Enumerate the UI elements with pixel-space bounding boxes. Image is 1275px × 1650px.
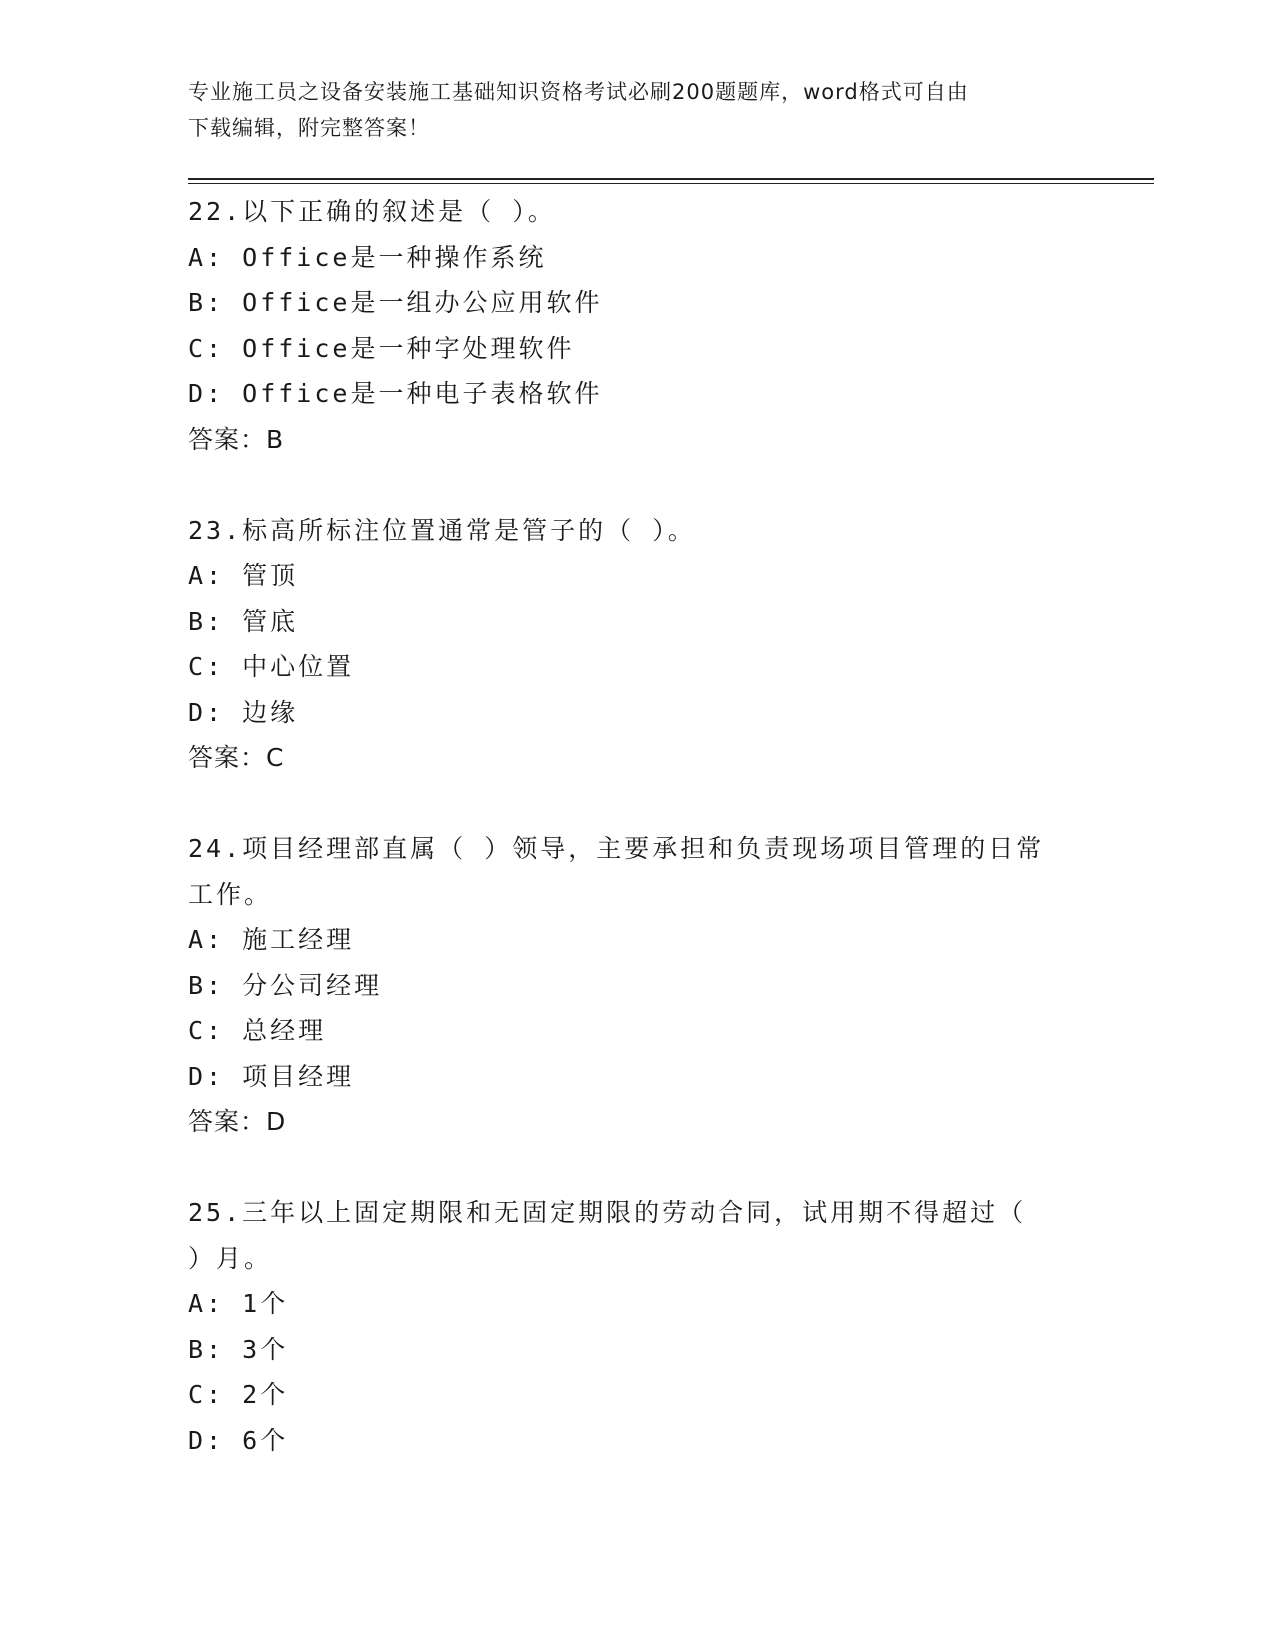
question-list: [188, 189, 1068, 1463]
option-b: B: 管底: [188, 606, 299, 636]
header-divider-thin: [188, 183, 1154, 184]
option-a: A: 管顶: [188, 561, 299, 590]
option-b: B: Office是一组办公应用软件: [188, 288, 603, 317]
option-c: C: 中心位置: [188, 652, 355, 681]
option-b: B: 分公司经理: [188, 970, 383, 1000]
question-stem-continued: 工作。: [188, 879, 273, 909]
option-a: A: Office是一种操作系统: [188, 242, 547, 272]
header-line-2: 下载编辑，附完整答案！: [188, 116, 430, 140]
question-25: [188, 1190, 1068, 1463]
option-c: C: Office是一种字处理软件: [188, 333, 575, 363]
option-d: D: Office是一种电子表格软件: [188, 379, 603, 408]
option-c: C: 2个: [188, 1380, 289, 1409]
option-d: D: 6个: [188, 1425, 289, 1455]
question-stem: 22.以下正确的叙述是（ ）。: [188, 197, 556, 226]
question-spacer: [188, 462, 1068, 508]
question-23: [188, 508, 1068, 781]
question-stem: 25.三年以上固定期限和无固定期限的劳动合同，试用期不得超过（: [188, 1198, 1027, 1227]
question-stem-continued: ）月。: [188, 1243, 273, 1273]
header-divider-thick: [188, 178, 1154, 180]
answer-line: 答案：C: [188, 743, 285, 772]
option-a: A: 施工经理: [188, 925, 355, 954]
question-stem: 23.标高所标注位置通常是管子的（ ）。: [188, 515, 696, 545]
document-header: [188, 74, 1068, 146]
option-d: D: 项目经理: [188, 1061, 355, 1091]
answer-line: 答案：B: [188, 424, 285, 454]
option-d: D: 边缘: [188, 697, 299, 727]
question-spacer: [188, 1145, 1068, 1191]
option-b: B: 3个: [188, 1334, 289, 1364]
option-c: C: 总经理: [188, 1016, 327, 1045]
question-spacer: [188, 781, 1068, 827]
question-22: [188, 189, 1068, 462]
question-stem: 24.项目经理部直属（ ）领导，主要承担和负责现场项目管理的日常: [188, 834, 1045, 863]
answer-line: 答案：D: [188, 1107, 287, 1136]
header-line-1: 专业施工员之设备安装施工基础知识资格考试必刷200题题库，word格式可自由: [188, 80, 969, 104]
option-a: A: 1个: [188, 1289, 289, 1318]
question-24: [188, 826, 1068, 1145]
